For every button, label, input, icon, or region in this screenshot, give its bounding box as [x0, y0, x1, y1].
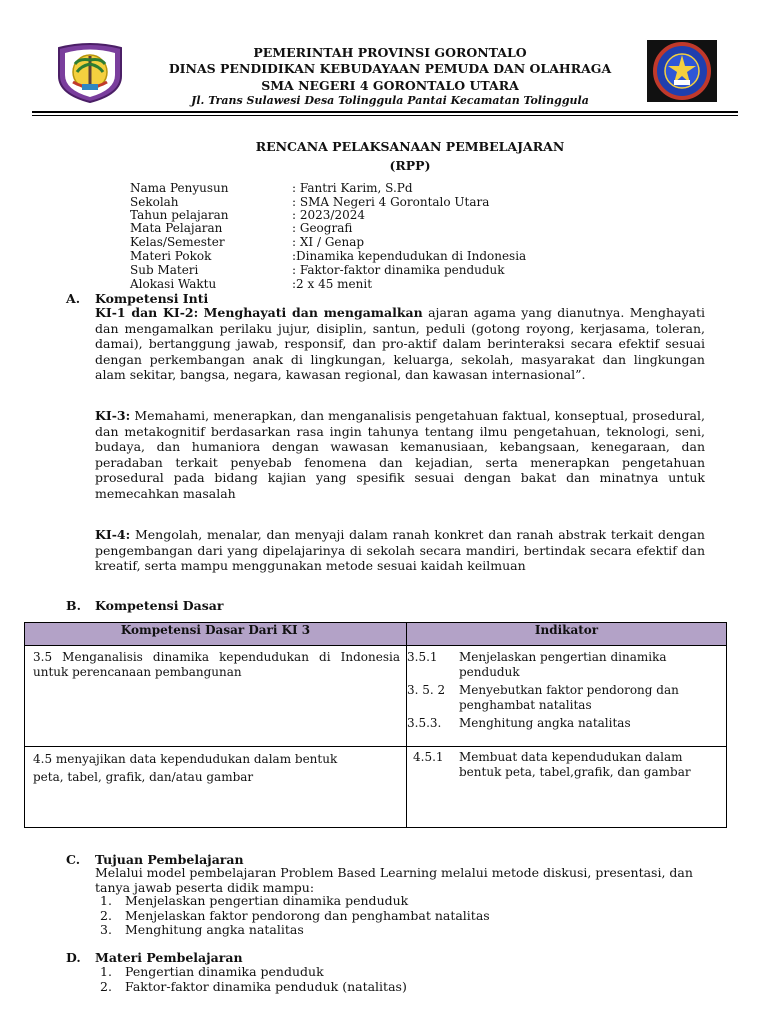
table-cell-indikator: [407, 747, 727, 828]
identity-label: Nama Penyusun: [130, 181, 229, 195]
section-b-heading: Kompetensi Dasar: [95, 598, 224, 613]
identity-row: [130, 278, 372, 292]
identity-value: : Geografi: [292, 221, 353, 235]
section-d-letter: D.: [66, 950, 81, 965]
table-header-kd: Kompetensi Dasar Dari KI 3: [25, 623, 407, 646]
identity-label: Materi Pokok: [130, 249, 212, 263]
list-text: Pengertian dinamika penduduk: [125, 964, 324, 979]
doc-title: RENCANA PELAKSANAAN PEMBELAJARAN: [255, 139, 565, 154]
identity-row: [130, 236, 364, 250]
indicator-number: 3.5.3.: [407, 716, 442, 730]
section-c-heading: Tujuan Pembelajaran: [95, 852, 244, 867]
indicator-number: 3.5.1: [407, 650, 438, 664]
objective-list: [100, 894, 700, 938]
identity-value: : SMA Negeri 4 Gorontalo Utara: [292, 195, 490, 209]
list-number: 1.: [100, 964, 112, 979]
header-divider-thin: [32, 115, 738, 116]
ki-1-2-label: KI-1 dan KI-2:: [95, 305, 199, 320]
header-divider-thick: [32, 111, 738, 113]
identity-value: :Dinamika kependudukan di Indonesia: [292, 249, 527, 263]
list-text: Faktor-faktor dinamika penduduk (natalitas): [125, 978, 407, 994]
identity-label: Alokasi Waktu: [130, 277, 217, 291]
table-header-indikator: Indikator: [407, 623, 727, 646]
section-c-intro: Melalui model pembelajaran Problem Based Learning melalui metode diskusi, presentasi, dan tanya jawab peserta didik mampu:: [95, 865, 693, 895]
list-item: [100, 965, 700, 980]
province-crest-logo: [55, 42, 125, 104]
ki-4-label: KI-4:: [95, 527, 131, 542]
kd-text: 3.5 Menganalisis dinamika kependudukan di Indonesia untuk perencanaan pembangunan: [33, 650, 400, 679]
indicator-item: [407, 650, 726, 680]
indicator-text: Menjelaskan pengertian dinamika penduduk: [459, 650, 667, 679]
list-item: [100, 923, 700, 938]
table-row: [25, 747, 727, 828]
section-d-heading: Materi Pembelajaran: [95, 950, 243, 965]
list-text: Menjelaskan pengertian dinamika penduduk: [125, 893, 409, 908]
ki-1-2-emphasis: Menghayati dan mengamalkan: [203, 305, 423, 320]
table-cell-kd: [25, 646, 407, 747]
section-c-letter: C.: [66, 852, 81, 867]
identity-row: [130, 264, 505, 278]
list-item: [100, 980, 700, 995]
school-emblem-logo: [647, 40, 717, 102]
header-department: DINAS PENDIDIKAN KEBUDAYAAN PEMUDA DAN OLAHRAGA: [168, 61, 612, 76]
section-a-letter: A.: [66, 291, 81, 306]
section-b-letter: B.: [66, 598, 81, 613]
identity-value: : Faktor-faktor dinamika penduduk: [292, 263, 505, 277]
doc-subtitle: (RPP): [389, 158, 431, 173]
table-cell-kd: [25, 747, 407, 828]
table-header-row: [25, 623, 727, 646]
identity-row: [130, 250, 526, 264]
identity-value: : 2023/2024: [292, 208, 365, 222]
indicator-text: Membuat data kependudukan dalam bentuk peta, tabel,grafik, dan gambar: [459, 750, 691, 779]
header-address: Jl. Trans Sulawesi Desa Tolinggula Pantai Kecamatan Tolinggula: [191, 94, 589, 107]
indicator-number: 4.5.1: [413, 750, 444, 764]
indicator-item: [407, 716, 726, 731]
identity-row: [130, 222, 352, 236]
indicator-item: [413, 750, 726, 780]
identity-row: [130, 182, 413, 196]
list-number: 2.: [100, 907, 112, 923]
identity-label: Sub Materi: [130, 263, 199, 277]
ki-3-text: Memahami, menerapkan, dan menganalisis pengetahuan faktual, konseptual, prosedural, dan metakognitif berdasarkan rasa ingin tahunya tentang ilmu pengetahuan, teknologi, seni, budaya, dan humaniora dengan wawasan kemanusiaan, kebangsaan, kenegaraan, dan peradaban terkait penyebab fenomena dan kejadian, serta menerapkan pengetahuan prosedural pada bidang kajian yang spesifik sesuai dengan bakat dan minatnya untuk memecahkan masalah: [95, 408, 705, 501]
header-government: PEMERINTAH PROVINSI GORONTALO: [253, 45, 527, 60]
indicator-number: 3. 5. 2: [407, 683, 446, 697]
ki-1-2-paragraph: [95, 305, 705, 383]
ki-4-paragraph: [95, 527, 705, 574]
identity-label: Mata Pelajaran: [130, 221, 223, 235]
indicator-text: Menyebutkan faktor pendorong dan penghambat natalitas: [459, 683, 679, 712]
identity-value: : Fantri Karim, S.Pd: [292, 181, 413, 195]
identity-value: : XI / Genap: [292, 235, 365, 249]
identity-label: Kelas/Semester: [130, 235, 225, 249]
ki-3-label: KI-3:: [95, 408, 131, 423]
table-row: [25, 646, 727, 747]
list-number: 3.: [100, 922, 112, 937]
identity-label: Tahun pelajaran: [130, 208, 229, 222]
list-text: Menghitung angka natalitas: [125, 922, 304, 937]
section-a-heading: Kompetensi Inti: [95, 291, 209, 306]
table-cell-indikator: [407, 646, 727, 747]
list-number: 2.: [100, 978, 112, 994]
ki-4-text: Mengolah, menalar, dan menyaji dalam ranah konkret dan ranah abstrak terkait dengan pengembangan dari yang dipelajarinya di sekolah secara mandiri, bertindak secara efektif dan kreatif, serta mampu menggunakan metode sesuai kaidah keilmuan: [95, 527, 705, 574]
ki-3-paragraph: [95, 408, 705, 502]
indicator-text: Menghitung angka natalitas: [459, 716, 631, 730]
list-item: [100, 894, 700, 909]
list-item: [100, 909, 700, 924]
material-list: [100, 965, 700, 994]
kd-text: 4.5 menyajikan data kependudukan dalam bentuk peta, tabel, grafik, dan/atau gambar: [33, 752, 338, 784]
list-number: 1.: [100, 893, 112, 908]
identity-label: Sekolah: [130, 195, 179, 209]
header-school: SMA NEGERI 4 GORONTALO UTARA: [261, 78, 519, 93]
indicator-item: [407, 683, 726, 713]
ki-1-2-text: ajaran agama yang dianutnya. Menghayati dan mengamalkan perilaku jujur, disiplin, santun, peduli (gotong royong, kerjasama, toleran, damai), bertanggung jawab, responsif, dan pro-aktif dalam berinteraksi secara efektif sesuai dengan perkembangan anak di lingkungan, keluarga, sekolah, masyarakat dan lingkungan alam sekitar, bangsa, negara, kawasan regional, dan kawasan internasional”.: [95, 305, 705, 383]
identity-value: :2 x 45 menit: [292, 277, 373, 291]
kompetensi-dasar-table: [24, 622, 727, 828]
list-text: Menjelaskan faktor pendorong dan penghambat natalitas: [125, 907, 490, 923]
